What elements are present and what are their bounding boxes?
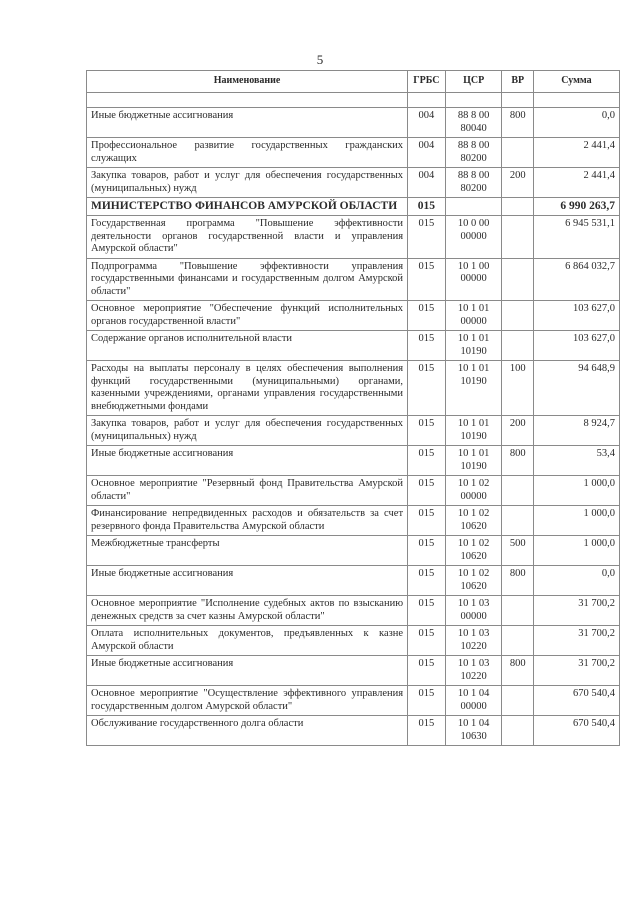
cell-name: Иные бюджетные ассигнования (87, 108, 408, 138)
cell-vr (502, 716, 533, 746)
table-row (87, 626, 620, 656)
table-row (87, 108, 620, 138)
cell-csr: 10 1 01 10190 (445, 331, 502, 361)
cell-vr: 800 (502, 656, 533, 686)
header-vr: ВР (502, 71, 533, 93)
cell-csr: 10 1 02 10620 (445, 506, 502, 536)
cell-grbs: 015 (408, 361, 446, 416)
cell-sum: 2 441,4 (533, 168, 619, 198)
budget-table (86, 70, 620, 746)
cell-name: Иные бюджетные ассигнования (87, 656, 408, 686)
cell-csr: 88 8 00 80040 (445, 108, 502, 138)
table-row (87, 138, 620, 168)
cell-grbs: 015 (408, 331, 446, 361)
table-row (87, 446, 620, 476)
cell-grbs: 015 (408, 506, 446, 536)
cell-csr: 10 1 03 00000 (445, 596, 502, 626)
page-number: 5 (316, 52, 324, 67)
table-row (87, 416, 620, 446)
cell-csr: 10 1 02 10620 (445, 566, 502, 596)
cell-sum: 0,0 (533, 566, 619, 596)
cell-sum: 6 864 032,7 (533, 258, 619, 301)
cell-grbs: 004 (408, 168, 446, 198)
cell-csr: 10 1 03 10220 (445, 656, 502, 686)
cell-grbs: 004 (408, 108, 446, 138)
table-body (87, 108, 620, 746)
cell-vr (502, 686, 533, 716)
cell-grbs: 015 (408, 686, 446, 716)
cell-grbs: 015 (408, 446, 446, 476)
cell-sum: 0,0 (533, 108, 619, 138)
table-row (87, 596, 620, 626)
cell-name: Иные бюджетные ассигнования (87, 566, 408, 596)
cell-name: Межбюджетные трансферты (87, 536, 408, 566)
cell-grbs: 015 (408, 198, 446, 216)
table-row (87, 168, 620, 198)
cell-vr: 800 (502, 108, 533, 138)
cell-sum: 103 627,0 (533, 331, 619, 361)
cell-sum: 53,4 (533, 446, 619, 476)
table-row (87, 566, 620, 596)
cell-sum: 1 000,0 (533, 536, 619, 566)
cell-vr (502, 138, 533, 168)
table-row (87, 361, 620, 416)
cell-vr (502, 216, 533, 259)
cell-name: Основное мероприятие "Осуществление эффективного управления государственным долгом Амурской области" (87, 686, 408, 716)
cell-name: Содержание органов исполнительной власти (87, 331, 408, 361)
cell-name: Подпрограмма "Повышение эффективности управления государственными финансами и государственным долгом Амурской области" (87, 258, 408, 301)
cell-csr: 10 1 00 00000 (445, 258, 502, 301)
cell-sum: 670 540,4 (533, 686, 619, 716)
cell-sum: 670 540,4 (533, 716, 619, 746)
cell-grbs: 015 (408, 656, 446, 686)
cell-name: Оплата исполнительных документов, предъявленных к казне Амурской области (87, 626, 408, 656)
cell-grbs: 015 (408, 301, 446, 331)
header-sum: Сумма (533, 71, 619, 93)
table-row (87, 331, 620, 361)
cell-name: Основное мероприятие "Исполнение судебных актов по взысканию денежных средств за счет казны Амурской области" (87, 596, 408, 626)
cell-name: МИНИСТЕРСТВО ФИНАНСОВ АМУРСКОЙ ОБЛАСТИ (87, 198, 408, 216)
header-grbs: ГРБС (408, 71, 446, 93)
cell-csr: 10 1 02 10620 (445, 536, 502, 566)
cell-name: Обслуживание государственного долга области (87, 716, 408, 746)
cell-sum: 1 000,0 (533, 506, 619, 536)
cell-vr (502, 626, 533, 656)
table-row (87, 198, 620, 216)
cell-vr (502, 301, 533, 331)
cell-sum: 94 648,9 (533, 361, 619, 416)
cell-name: Профессиональное развитие государственных гражданских служащих (87, 138, 408, 168)
cell-vr (502, 258, 533, 301)
cell-grbs: 015 (408, 258, 446, 301)
cell-csr: 10 1 01 10190 (445, 416, 502, 446)
cell-sum: 31 700,2 (533, 626, 619, 656)
header-name: Наименование (87, 71, 408, 93)
cell-vr (502, 476, 533, 506)
cell-name: Иные бюджетные ассигнования (87, 446, 408, 476)
cell-grbs: 015 (408, 416, 446, 446)
cell-grbs: 015 (408, 536, 446, 566)
cell-sum: 6 945 531,1 (533, 216, 619, 259)
cell-sum: 1 000,0 (533, 476, 619, 506)
table-row (87, 216, 620, 259)
table-row (87, 686, 620, 716)
cell-sum: 6 990 263,7 (533, 198, 619, 216)
cell-name: Основное мероприятие "Резервный фонд Правительства Амурской области" (87, 476, 408, 506)
cell-sum: 8 924,7 (533, 416, 619, 446)
table-header-row (87, 71, 620, 93)
cell-csr: 88 8 00 80200 (445, 138, 502, 168)
cell-grbs: 015 (408, 216, 446, 259)
cell-name: Закупка товаров, работ и услуг для обеспечения государственных (муниципальных) нужд (87, 168, 408, 198)
cell-vr (502, 596, 533, 626)
table-row (87, 656, 620, 686)
cell-name: Закупка товаров, работ и услуг для обеспечения государственных (муниципальных) нужд (87, 416, 408, 446)
cell-vr: 100 (502, 361, 533, 416)
cell-csr: 10 1 01 00000 (445, 301, 502, 331)
cell-vr (502, 331, 533, 361)
cell-grbs: 015 (408, 566, 446, 596)
cell-vr: 200 (502, 416, 533, 446)
cell-name: Основное мероприятие "Обеспечение функций исполнительных органов государственной власти" (87, 301, 408, 331)
cell-grbs: 015 (408, 476, 446, 506)
cell-sum: 31 700,2 (533, 596, 619, 626)
table-row (87, 258, 620, 301)
cell-vr: 800 (502, 446, 533, 476)
cell-sum: 103 627,0 (533, 301, 619, 331)
cell-grbs: 004 (408, 138, 446, 168)
cell-csr: 10 1 02 00000 (445, 476, 502, 506)
cell-grbs: 015 (408, 716, 446, 746)
cell-name: Расходы на выплаты персоналу в целях обеспечения выполнения функций государственными (муниципальными) органами, казенными учреждениями, органами управления государственными внебюджетными фондами (87, 361, 408, 416)
table-row (87, 536, 620, 566)
cell-sum: 2 441,4 (533, 138, 619, 168)
cell-csr: 10 1 04 00000 (445, 686, 502, 716)
cell-name: Финансирование непредвиденных расходов и обязательств за счет резервного фонда Правительства Амурской области (87, 506, 408, 536)
header-csr: ЦСР (445, 71, 502, 93)
cell-name: Государственная программа "Повышение эффективности деятельности органов государственной власти и управления Амурской области" (87, 216, 408, 259)
cell-vr: 500 (502, 536, 533, 566)
cell-vr: 800 (502, 566, 533, 596)
table-row (87, 476, 620, 506)
cell-vr: 200 (502, 168, 533, 198)
cell-csr: 88 8 00 80200 (445, 168, 502, 198)
cell-csr (445, 198, 502, 216)
table-row (87, 301, 620, 331)
table-row (87, 716, 620, 746)
cell-csr: 10 1 01 10190 (445, 361, 502, 416)
cell-grbs: 015 (408, 596, 446, 626)
cell-vr (502, 198, 533, 216)
table-row (87, 506, 620, 536)
cell-csr: 10 1 01 10190 (445, 446, 502, 476)
cell-csr: 10 0 00 00000 (445, 216, 502, 259)
cell-vr (502, 506, 533, 536)
cell-csr: 10 1 03 10220 (445, 626, 502, 656)
cell-grbs: 015 (408, 626, 446, 656)
cell-csr: 10 1 04 10630 (445, 716, 502, 746)
header-spacer-row (87, 93, 620, 108)
cell-sum: 31 700,2 (533, 656, 619, 686)
